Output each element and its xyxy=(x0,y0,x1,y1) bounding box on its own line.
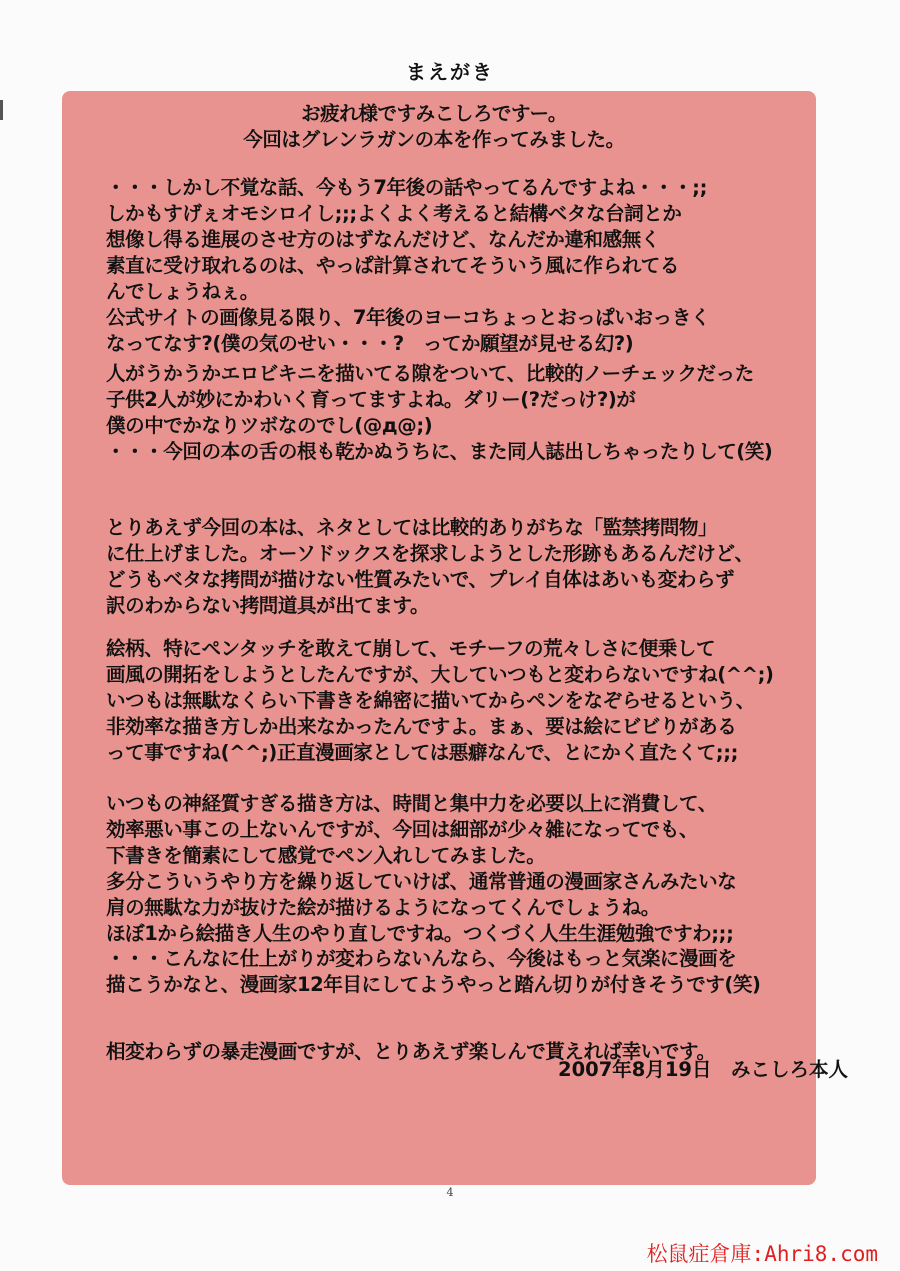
signature: 2007年8月19日 みこしろ本人 xyxy=(558,1058,848,1081)
page-number: 4 xyxy=(446,1186,454,1199)
page-title: まえがき xyxy=(406,60,494,84)
paragraph-5: いつもの神経質すぎる描き方は、時間と集中力を必要以上に消費して、 効率悪い事この上ないんですが、今回は細部が少々雑になってでも、 下書きを簡素にして感覚でペン入れしてみました。 多分こういうやり方を繰り返していけば、通常普通の漫画家さんみたいな 肩の無駄な力が抜けた絵が描けるようになってくんでしょうね。 ほぼ1から絵描き人生のやり直しですね。つくづく人生生涯勉強ですわ;;; xyxy=(106,792,737,945)
paragraph-4: 絵柄、特にペンタッチを敢えて崩して、モチーフの荒々しさに便乗して 画風の開拓をしようとしたんですが、大していつもと変わらないですね(^^;) いつもは無駄なくらい下書きを綿密に描いてからペンをなぞらせるという、 非効率な描き方しか出来なかったんですよ。まぁ、要は絵にビビりがある って事ですね(^^;)正直漫画家としては悪癖なんで、とにかく直たくて;;; xyxy=(106,637,774,764)
paragraph-1: ・・・しかし不覚な話、今もう7年後の話やってるんですよね・・・;; しかもすげぇオモシロイし;;;よくよく考えると結構ベタな台詞とか 想像し得る進展のさせ方のはずなんだけど、なんだか違和感無く 素直に受け取れるのは、やっぱ計算されてそういう風に作られてる んでしょうねぇ。 公式サイトの画像見る限り、7年後のヨーコちょっとおっぱいおっきく なってなす?(僕の気のせい・・・? ってか願望が見せる幻?) xyxy=(106,176,710,355)
paragraph-2: 人がうかうかエロビキニを描いてる隙をついて、比較的ノーチェックだった 子供2人が妙にかわいく育ってますよね。ダリー(?だっけ?)が 僕の中でかなりツボなのでし(@д@;) ・・・今回の本の舌の根も乾かぬうちに、また同人誌出しちゃったりして(笑) xyxy=(106,362,773,463)
paragraph-3: とりあえず今回の本は、ネタとしては比較的ありがちな「監禁拷問物」 に仕上げました。オーソドックスを探求しようとした形跡もあるんだけど、 どうもベタな拷問が描けない性質みたいで、プレイ自体はあいも変わらず 訳のわからない拷問道具が出てます。 xyxy=(106,516,754,617)
paragraph-7: 相変わらずの暴走漫画ですが、とりあえず楽しんで貰えれば幸いです。 xyxy=(106,1040,716,1063)
watermark: 松鼠症倉庫:Ahri8.com xyxy=(646,1242,878,1266)
text-panel xyxy=(62,91,816,1185)
paragraph-6: ・・・こんなに仕上がりが変わらないんなら、今後はもっと気楽に漫画を 描こうかなと、漫画家12年目にしてようやっと踏ん切りが付きそうです(笑) xyxy=(106,947,761,996)
scan-edge-mark xyxy=(0,100,3,120)
greeting-text: お疲れ様ですみこしろですー。 今回はグレンラガンの本を作ってみました。 xyxy=(243,102,625,151)
